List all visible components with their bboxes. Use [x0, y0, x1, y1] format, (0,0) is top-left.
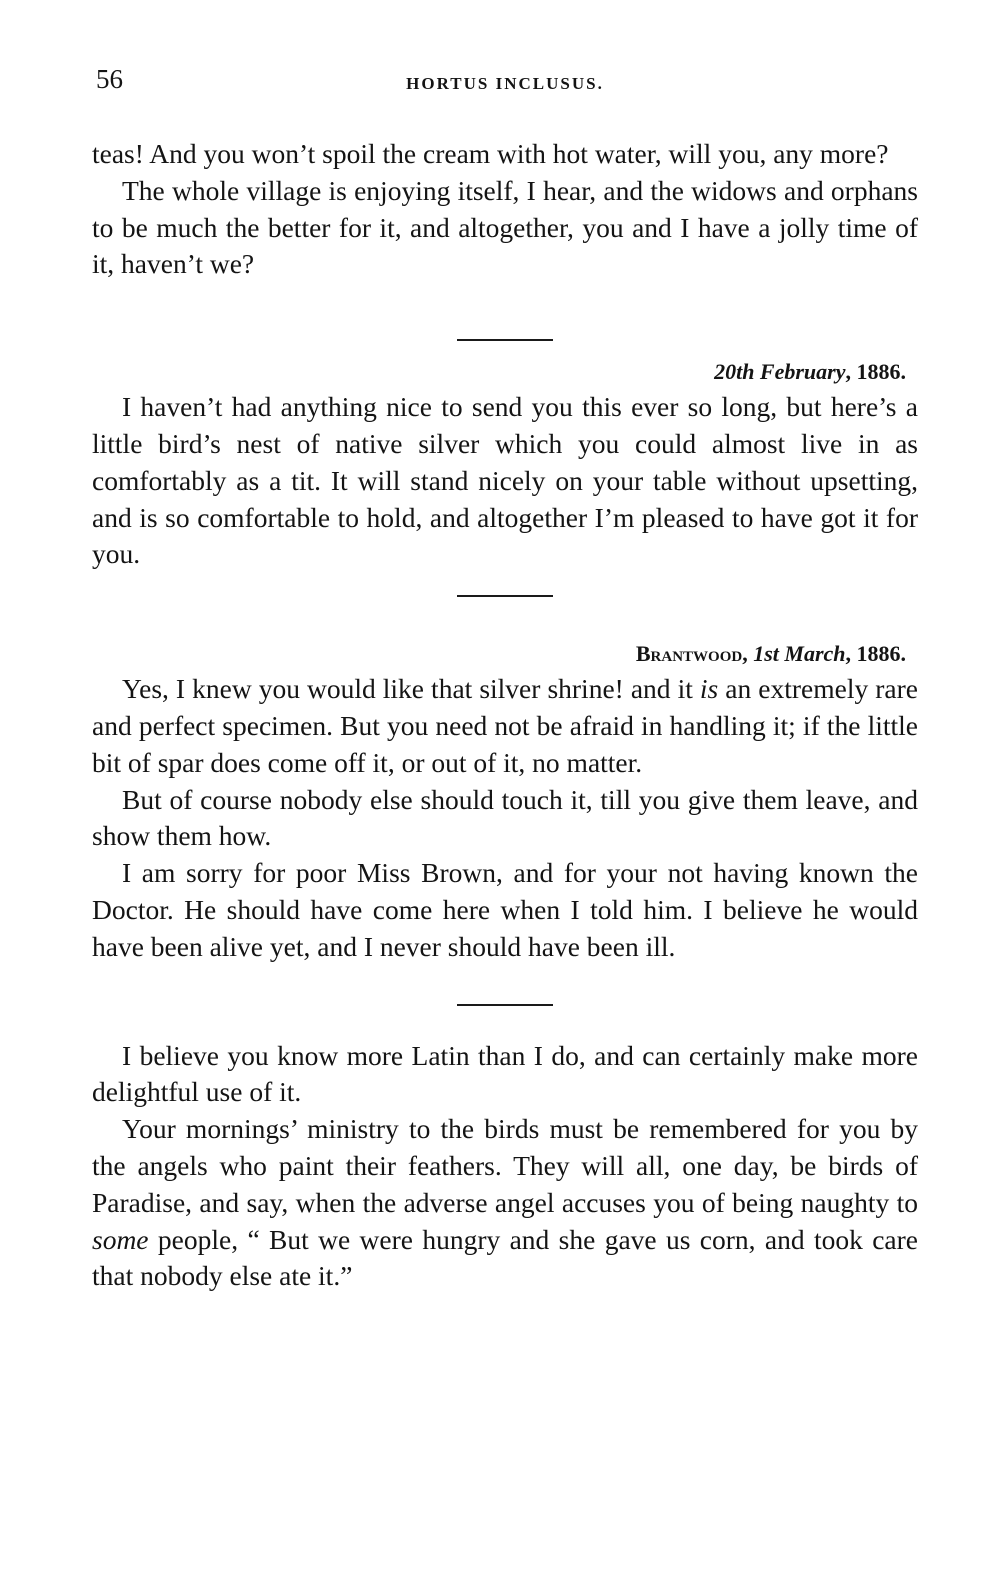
paragraph: I am sorry for poor Miss Brown, and for your not having known the Doctor. He should have come here when I told him. I believe he would have been alive yet, and I never should have been ill. — [92, 857, 918, 962]
running-head: HORTUS INCLUSUS. — [406, 74, 604, 93]
section-divider — [457, 595, 553, 597]
paragraph: teas! And you won’t spoil the cream with hot water, will you, any more? — [92, 138, 889, 169]
page-number: 56 — [96, 64, 123, 94]
text-run: people, “ But we were hungry and she gave us corn, and took care that nobody else ate it.” — [92, 1223, 918, 1292]
dateline-separator: , — [742, 641, 754, 667]
letter-body — [92, 671, 918, 965]
emphasis: some — [92, 1223, 149, 1255]
text-run: Yes, I knew you would like that silver shrine! and it — [122, 673, 700, 705]
paragraph — [92, 1111, 918, 1295]
paragraph: But of course nobody else should touch it, till you give them leave, and show them how. — [92, 783, 918, 852]
dateline-place: Brantwood — [635, 641, 743, 667]
dateline-date: 20th February — [714, 359, 846, 385]
book-page — [92, 58, 918, 1295]
emphasis: is — [699, 673, 719, 705]
dateline-date: 1st March — [753, 641, 846, 667]
page-header — [92, 58, 918, 98]
paragraph: I believe you know more Latin than I do, and can certainly make more delightful use of it. — [92, 1039, 918, 1108]
letter-dateline — [92, 359, 918, 385]
section-divider — [457, 339, 553, 341]
letter-body — [92, 389, 918, 573]
section-divider — [457, 1004, 553, 1006]
paragraph — [92, 671, 918, 781]
letter-continued — [92, 136, 918, 283]
text-run: an extremely rare and perfect specimen. But you need not be afraid in handling it; if the little bit of spar does come off it, or out of it, no matter. — [92, 673, 918, 778]
dateline-year: , 1886. — [845, 359, 906, 385]
text-run: Your mornings’ ministry to the birds must be remembered for you by the angels who paint their feathers. They will all, one day, be birds of Paradise, and say, when the adverse angel accuses you of being naughty to — [92, 1113, 918, 1218]
letter-body — [92, 1038, 918, 1296]
letter-dateline — [92, 641, 918, 667]
paragraph: The whole village is enjoying itself, I hear, and the widows and orphans to be much the better for it, and altogether, you and I have a jolly time of it, haven’t we? — [92, 174, 918, 280]
paragraph: I haven’t had anything nice to send you this ever so long, but here’s a little bird’s nest of native silver which you could almost live in as comfortably as a tit. It will stand nicely on your table without upsetting, and is so comfortable to hold, and altogether I’m pleased to have got it for you. — [92, 391, 918, 570]
dateline-year: , 1886. — [845, 641, 906, 667]
